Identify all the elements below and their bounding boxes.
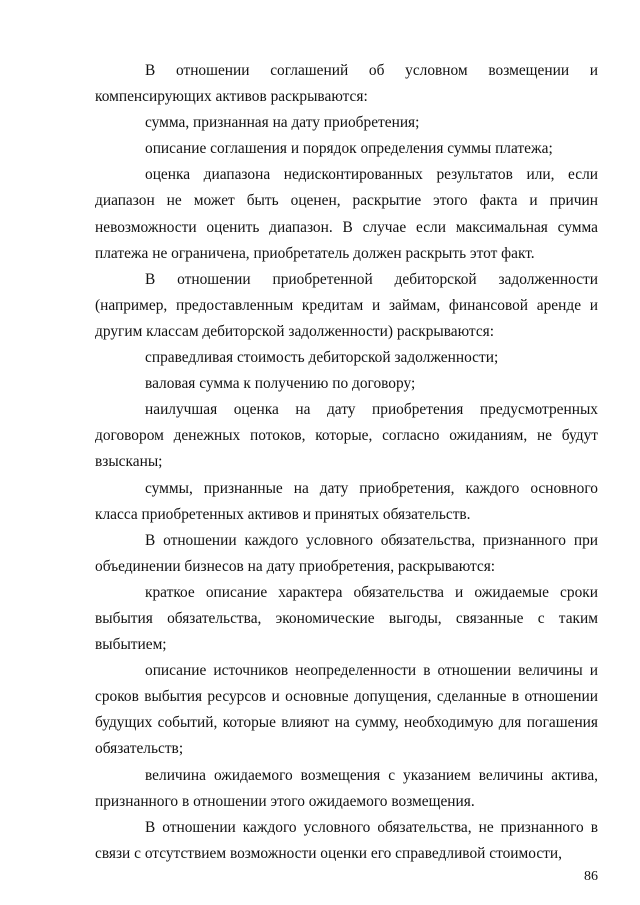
paragraph-unrecognized-contingent-liability-intro: В отношении каждого условного обязательства, не признанного в связи с отсутствием возможности оценки его справедливой стоимости, <box>95 818 598 862</box>
paragraph-arrangement-description: описание соглашения и порядок определения суммы платежа; <box>145 140 553 158</box>
paragraph-receivables-intro: В отношении приобретенной дебиторской задолженности (например, предоставленным кредитам и займам, финансовой аренде и другим классам дебиторской задолженности) раскрываются: <box>95 270 598 340</box>
paragraph-amounts-by-class: суммы, признанные на дату приобретения, каждого основного класса приобретенных активов и принятых обязательств. <box>95 479 598 523</box>
paragraph-obligation-nature: краткое описание характера обязательства и ожидаемые сроки выбытия обязательства, экономические выгоды, связанные с таким выбытием; <box>95 583 598 654</box>
paragraph-expected-reimbursement: величина ожидаемого возмещения с указанием величины актива, признанного в отношении этого ожидаемого возмещения. <box>95 766 598 810</box>
paragraph-best-estimate-uncollectible: наилучшая оценка на дату приобретения предусмотренных договором денежных потоков, которые, согласно ожиданиям, не будут взысканы; <box>95 401 598 471</box>
paragraph-uncertainties: описание источников неопределенности в отношении величины и сроков выбытия ресурсов и основные допущения, сделанные в отношении будущих событий, которые влияют на сумму, необходимую для погашения обязательств; <box>95 662 598 758</box>
paragraph-recognized-contingent-liability-intro: В отношении каждого условного обязательства, признанного при объединении бизнесов на дату приобретения, раскрываются: <box>95 531 598 575</box>
page-number: 86 <box>584 869 598 884</box>
paragraph-range-estimate: оценка диапазона недисконтированных результатов или, если диапазон не может быть оценен, раскрытие этого факта и причин невозможности оценить диапазон. В случае если максимальная сумма платежа не ограничена, приобретатель должен раскрыть этот факт. <box>95 166 598 262</box>
paragraph-gross-contractual-amount: валовая сумма к получению по договору; <box>145 375 416 393</box>
body-text <box>95 58 598 867</box>
paragraph-contingent-consideration-intro: В отношении соглашений об условном возмещении и компенсирующих активов раскрываются: <box>95 62 598 106</box>
paragraph-receivables-fair-value: справедливая стоимость дебиторской задолженности; <box>145 349 499 367</box>
paragraph-amount-recognized: сумма, признанная на дату приобретения; <box>145 114 420 132</box>
